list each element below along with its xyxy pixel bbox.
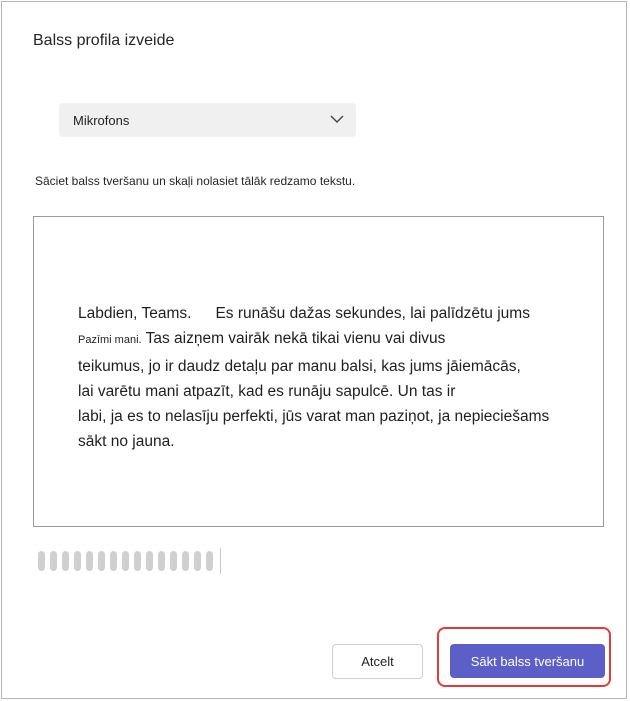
script-line-2: Pazīmi mani. Tas aizņem vairāk nekā tikai vienu vai divus: [78, 330, 446, 348]
script-line-1: Labdien, Teams. Es runāšu dažas sekundes, lai palīdzētu jums: [78, 305, 530, 322]
script-line-5: labi, ja es to nelasīju perfekti, jūs varat man paziņot, ja nepieciešams: [78, 408, 550, 426]
reading-script-box: [33, 216, 604, 527]
meter-bar: [62, 551, 69, 571]
audio-level-meter: [38, 549, 221, 573]
meter-bar: [170, 551, 177, 571]
cancel-button[interactable]: Atcelt: [332, 644, 423, 679]
reading-script-text: [78, 301, 578, 455]
chevron-down-icon: [330, 114, 344, 124]
meter-bar: [206, 551, 213, 571]
script-line-6: sākt no jauna.: [78, 433, 175, 451]
microphone-select[interactable]: [59, 103, 356, 137]
meter-end-marker: [220, 548, 221, 574]
meter-bar: [146, 551, 153, 571]
script-line-4: lai varētu mani atpazīt, kad es runāju sapulcē. Un tas ir: [78, 382, 456, 400]
meter-bar: [50, 551, 57, 571]
start-voice-capture-button[interactable]: Sākt balss tveršanu: [450, 644, 605, 678]
meter-bar: [86, 551, 93, 571]
meter-bar: [122, 551, 129, 571]
meter-bar: [98, 551, 105, 571]
dialog-title: Balss profila izveide: [33, 32, 175, 49]
microphone-select-value: Mikrofons: [73, 112, 130, 128]
meter-bar: [182, 551, 189, 571]
meter-bar: [194, 551, 201, 571]
meter-bar: [38, 551, 45, 571]
script-line-3: teikumus, jo ir daudz detaļu par manu balsi, kas jums jāiemācās,: [78, 357, 521, 375]
meter-bar: [74, 551, 81, 571]
voice-profile-dialog: [1, 1, 627, 699]
instructions-text: Sāciet balss tveršanu un skaļi nolasiet tālāk redzamo tekstu.: [35, 174, 356, 188]
meter-bar: [134, 551, 141, 571]
meter-bar: [110, 551, 117, 571]
meter-bar: [158, 551, 165, 571]
